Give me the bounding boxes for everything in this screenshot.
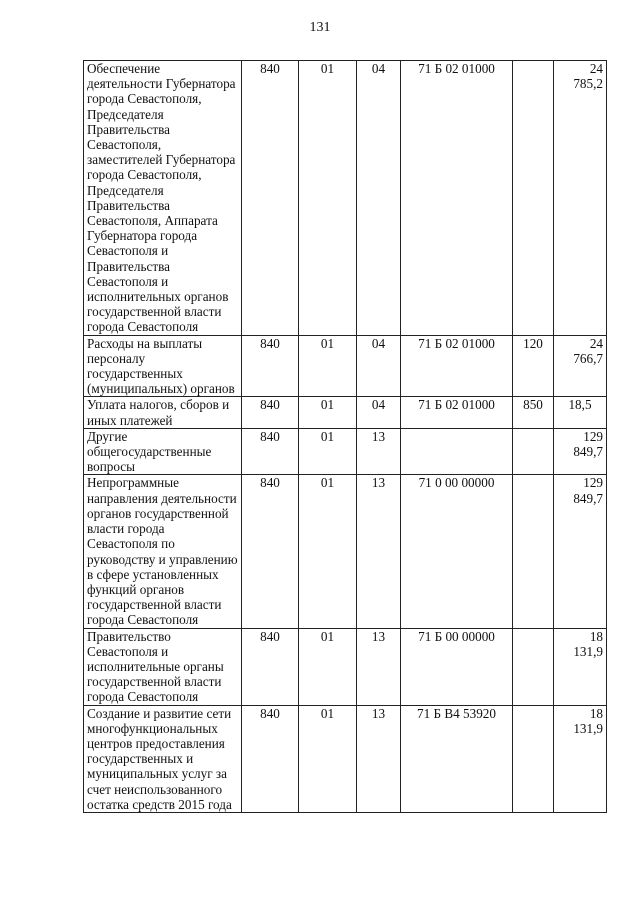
row-name: Непрограммные направления деятельности органов государственной власти города Севастополя по руководству и управлению в сфере установленных функций органов государственной власти города Севастополя	[84, 475, 242, 628]
row-target: 71 Б В4 53920	[401, 705, 513, 812]
page-number: 131	[309, 20, 331, 35]
row-target	[401, 428, 513, 475]
row-sum: 24 766,7	[554, 335, 607, 397]
row-vid	[513, 428, 554, 475]
row-podrazdel: 04	[357, 397, 401, 428]
table-row	[84, 335, 607, 397]
row-grbs: 840	[242, 61, 299, 336]
row-razdel: 01	[299, 705, 357, 812]
row-vid: 850	[513, 397, 554, 428]
row-vid	[513, 628, 554, 705]
row-podrazdel: 13	[357, 705, 401, 812]
row-grbs: 840	[242, 628, 299, 705]
row-name: Правительство Севастополя и исполнительные органы государственной власти города Севастополя	[84, 628, 242, 705]
row-razdel: 01	[299, 397, 357, 428]
table-row	[84, 61, 607, 336]
row-grbs: 840	[242, 397, 299, 428]
row-razdel: 01	[299, 628, 357, 705]
row-razdel: 01	[299, 61, 357, 336]
row-razdel: 01	[299, 475, 357, 628]
row-sum: 18 131,9	[554, 705, 607, 812]
row-grbs: 840	[242, 335, 299, 397]
row-name: Другие общегосударственные вопросы	[84, 428, 242, 475]
table-row	[84, 428, 607, 475]
row-vid	[513, 61, 554, 336]
row-vid	[513, 475, 554, 628]
row-sum: 24 785,2	[554, 61, 607, 336]
row-sum: 129 849,7	[554, 428, 607, 475]
row-razdel: 01	[299, 335, 357, 397]
row-sum: 18,5	[554, 397, 607, 428]
row-target: 71 Б 02 01000	[401, 61, 513, 336]
row-podrazdel: 04	[357, 335, 401, 397]
row-sum: 18 131,9	[554, 628, 607, 705]
budget-table	[83, 60, 607, 813]
row-name: Создание и развитие сети многофункциональных центров предоставления государственных и муниципальных услуг за счет неиспользованного остатка средств 2015 года	[84, 705, 242, 812]
row-razdel: 01	[299, 428, 357, 475]
row-target: 71 Б 00 00000	[401, 628, 513, 705]
row-target: 71 0 00 00000	[401, 475, 513, 628]
row-target: 71 Б 02 01000	[401, 335, 513, 397]
row-target: 71 Б 02 01000	[401, 397, 513, 428]
row-podrazdel: 13	[357, 628, 401, 705]
row-vid: 120	[513, 335, 554, 397]
row-grbs: 840	[242, 705, 299, 812]
row-name: Расходы на выплаты персоналу государственных (муниципальных) органов	[84, 335, 242, 397]
table-row	[84, 705, 607, 812]
row-podrazdel: 13	[357, 428, 401, 475]
row-podrazdel: 04	[357, 61, 401, 336]
row-name: Уплата налогов, сборов и иных платежей	[84, 397, 242, 428]
row-grbs: 840	[242, 475, 299, 628]
row-vid	[513, 705, 554, 812]
row-sum: 129 849,7	[554, 475, 607, 628]
row-grbs: 840	[242, 428, 299, 475]
table-row	[84, 628, 607, 705]
row-name: Обеспечение деятельности Губернатора города Севастополя, Председателя Правительства Севастополя, заместителей Губернатора города Севастополя, Председателя Правительства Севастополя, Аппарата Губернатора города Севастополя и Правительства Севастополя и исполнительных органов государственной власти города Севастополя	[84, 61, 242, 336]
table-row	[84, 475, 607, 628]
table-row	[84, 397, 607, 428]
row-podrazdel: 13	[357, 475, 401, 628]
